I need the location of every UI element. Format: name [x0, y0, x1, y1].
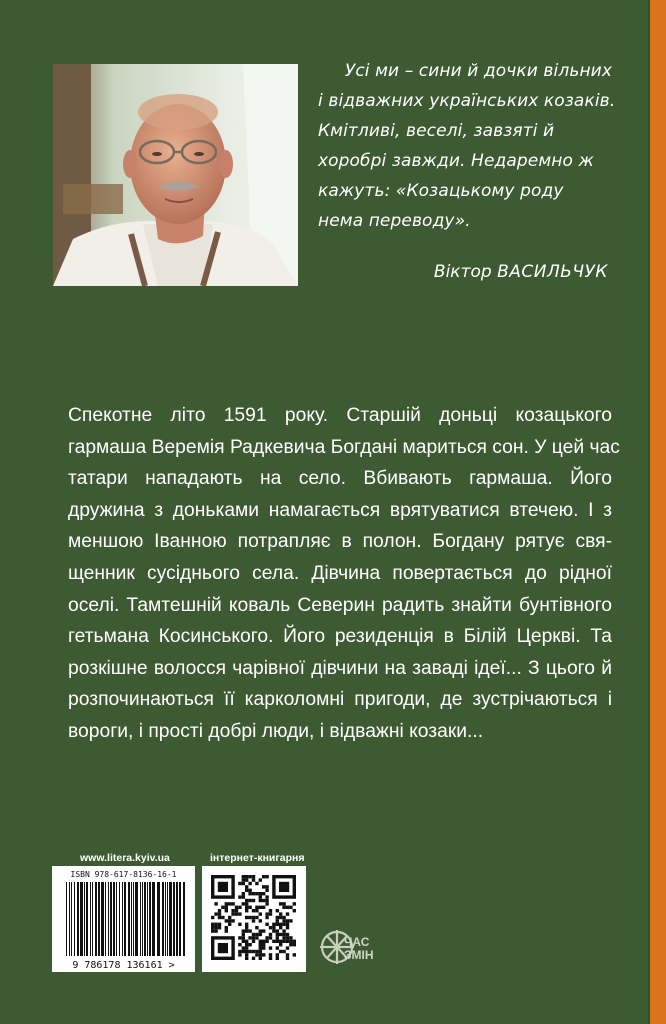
publisher-website: www.litera.kyiv.ua	[80, 852, 170, 864]
qr-module	[265, 936, 268, 939]
qr-module	[265, 875, 268, 878]
qr-module	[279, 916, 282, 919]
qr-module	[272, 923, 275, 926]
qr-module	[259, 953, 262, 956]
qr-module	[218, 923, 221, 926]
qr-module	[248, 950, 251, 953]
qr-module	[259, 943, 262, 946]
qr-module	[276, 953, 279, 956]
qr-module	[238, 936, 241, 939]
qr-module	[225, 926, 228, 929]
qr-module	[286, 912, 289, 915]
annotation-line: гармаша Веремія Радкевича Богдані мариться сон. У цей час	[68, 436, 620, 458]
qr-module	[218, 916, 221, 919]
qr-module	[245, 943, 248, 946]
barcode-bar	[162, 882, 164, 956]
barcode-bar	[147, 882, 148, 956]
qr-module	[248, 906, 251, 909]
qr-module	[245, 953, 248, 956]
qr-module	[214, 912, 217, 915]
qr-module	[242, 882, 245, 885]
barcode-bar	[167, 882, 168, 956]
qr-module	[242, 878, 245, 881]
barcode-icon	[52, 866, 195, 972]
barcode-bar	[165, 882, 166, 956]
qr-module	[238, 895, 241, 898]
author-photo	[53, 64, 298, 286]
barcode-bar	[86, 882, 88, 956]
qr-module	[218, 912, 221, 915]
qr-module	[221, 916, 224, 919]
annotation-line: Спекотне літо 1591 року. Старшій доньці козацького	[68, 405, 612, 426]
qr-module	[269, 926, 272, 929]
qr-module	[269, 953, 272, 956]
barcode-bar	[105, 882, 106, 956]
barcode-bar	[149, 882, 151, 956]
qr-module	[265, 912, 268, 915]
quote-line: і відважних українських козаків.	[318, 91, 616, 111]
qr-module	[245, 902, 248, 905]
qr-module	[265, 885, 268, 888]
qr-module	[259, 892, 262, 895]
qr-module	[245, 909, 248, 912]
qr-module	[231, 902, 234, 905]
qr-module	[282, 919, 285, 922]
qr-module	[276, 957, 279, 960]
qr-module	[255, 926, 258, 929]
qr-code-icon	[202, 866, 306, 972]
qr-module	[228, 919, 231, 922]
annotation-line: розкішне волосся чарівної дівчини на заваді ідеї... З цього й	[68, 657, 612, 679]
qr-module	[255, 892, 258, 895]
qr-module	[279, 940, 282, 943]
barcode-bar	[101, 882, 104, 956]
qr-module	[269, 936, 272, 939]
qr-module	[286, 953, 289, 956]
qr-module	[248, 929, 251, 932]
qr-module	[255, 909, 258, 912]
qr-module	[242, 875, 245, 878]
qr-module	[218, 926, 221, 929]
qr-module	[245, 906, 248, 909]
qr-module	[286, 957, 289, 960]
qr-module	[282, 916, 285, 919]
qr-module	[262, 940, 265, 943]
qr-finder-pattern	[218, 882, 228, 892]
qr-module	[279, 943, 282, 946]
barcode-bar	[144, 882, 146, 956]
qr-module	[228, 916, 231, 919]
qr-module	[265, 940, 268, 943]
qr-module	[248, 899, 251, 902]
qr-module	[252, 933, 255, 936]
qr-module	[252, 899, 255, 902]
qr-module	[248, 936, 251, 939]
qr-module	[231, 909, 234, 912]
qr-module	[282, 902, 285, 905]
qr-module	[272, 929, 275, 932]
qr-module	[245, 875, 248, 878]
qr-module	[286, 946, 289, 949]
annotation-line: розпочинаються її карколомні пригоди, де зустрічаються і	[68, 689, 612, 711]
barcode-bar	[77, 882, 79, 956]
barcode-bar	[66, 882, 67, 956]
qr-module	[225, 909, 228, 912]
isbn-barcode	[52, 866, 195, 972]
qr-module	[252, 936, 255, 939]
qr-module	[252, 875, 255, 878]
quote-author	[434, 262, 608, 282]
qr-module	[255, 882, 258, 885]
qr-module	[262, 875, 265, 878]
qr-module	[289, 940, 292, 943]
qr-module	[262, 946, 265, 949]
qr-module	[242, 892, 245, 895]
qr-module	[245, 957, 248, 960]
qr-module	[265, 895, 268, 898]
qr-module	[293, 940, 296, 943]
qr-module	[279, 923, 282, 926]
qr-module	[276, 946, 279, 949]
qr-module	[269, 912, 272, 915]
qr-module	[259, 878, 262, 881]
qr-module	[265, 923, 268, 926]
spine-accent-strip	[650, 0, 666, 1024]
author-first-name: Віктор	[433, 262, 492, 282]
qr-module	[242, 950, 245, 953]
author-quote	[318, 56, 616, 236]
barcode-bar	[98, 882, 100, 956]
qr-module	[245, 885, 248, 888]
qr-module	[245, 940, 248, 943]
qr-module	[279, 933, 282, 936]
qr-module	[255, 953, 258, 956]
qr-module	[293, 902, 296, 905]
qr-module	[252, 916, 255, 919]
qr-module	[211, 926, 214, 929]
qr-module	[279, 926, 282, 929]
logo-line-2: ЗМІН	[344, 948, 374, 962]
qr-module	[252, 892, 255, 895]
qr-module	[245, 929, 248, 932]
qr-module	[242, 940, 245, 943]
qr-module	[225, 919, 228, 922]
qr-module	[282, 929, 285, 932]
qr-module	[262, 899, 265, 902]
qr-module	[272, 926, 275, 929]
barcode-bar	[183, 882, 185, 956]
barcode-bar	[71, 882, 72, 956]
barcode-bar	[80, 882, 83, 956]
qr-module	[289, 919, 292, 922]
qr-module	[262, 885, 265, 888]
barcode-bar	[142, 882, 143, 956]
qr-module	[221, 906, 224, 909]
qr-module	[235, 912, 238, 915]
qr-module	[282, 940, 285, 943]
qr-module	[248, 889, 251, 892]
barcode-bar	[92, 882, 93, 956]
qr-module	[255, 950, 258, 953]
annotation-line: гетьмана Косинського. Його резиденція в Білій Церкві. Та	[68, 626, 612, 648]
qr-module	[238, 912, 241, 915]
qr-module	[293, 953, 296, 956]
qr-module	[269, 909, 272, 912]
qr-module	[242, 929, 245, 932]
qr-module	[269, 957, 272, 960]
qr-module	[286, 923, 289, 926]
qr-module	[259, 950, 262, 953]
qr-module	[228, 902, 231, 905]
qr-module	[269, 933, 272, 936]
logo-line-1: ЧАС	[344, 935, 370, 949]
qr-module	[259, 919, 262, 922]
qr-module	[228, 923, 231, 926]
qr-module	[245, 916, 248, 919]
quote-line: Усі ми – сини й дочки вільних	[344, 61, 612, 81]
qr-module	[238, 906, 241, 909]
annotation-line: дружина з доньками намагається врятуватися втечею. І з	[68, 499, 612, 521]
quote-line: Кмітливі, веселі, завзяті й	[318, 121, 555, 141]
qr-module	[252, 957, 255, 960]
qr-module	[282, 906, 285, 909]
qr-module	[265, 899, 268, 902]
barcode-bar	[113, 882, 115, 956]
qr-module	[245, 878, 248, 881]
qr-module	[282, 936, 285, 939]
qr-module	[225, 929, 228, 932]
qr-module	[259, 912, 262, 915]
annotation-line: татари нападають на село. Вбивають гармаша. Його	[68, 468, 612, 490]
qr-module	[262, 892, 265, 895]
qr-module	[282, 933, 285, 936]
qr-module	[248, 892, 251, 895]
barcode-bar	[122, 882, 123, 956]
barcode-bar	[108, 882, 109, 956]
barcode-bar	[116, 882, 117, 956]
barcode-bar	[176, 882, 178, 956]
barcode-bar	[179, 882, 181, 956]
qr-module	[262, 929, 265, 932]
qr-module	[276, 916, 279, 919]
qr-module	[214, 929, 217, 932]
qr-module	[238, 923, 241, 926]
qr-module	[293, 909, 296, 912]
qr-module	[262, 943, 265, 946]
qr-module	[286, 919, 289, 922]
barcode-bar	[152, 882, 155, 956]
qr-module	[218, 909, 221, 912]
qr-module	[252, 909, 255, 912]
qr-module	[286, 936, 289, 939]
quote-line: нема переводу».	[318, 211, 471, 231]
annotation-line: меншою Іванною потрапляє в полон. Богдану рятує свя-	[68, 531, 612, 553]
qr-module	[265, 902, 268, 905]
qr-module	[289, 943, 292, 946]
qr-module	[245, 923, 248, 926]
qr-module	[214, 926, 217, 929]
qr-module	[276, 933, 279, 936]
barcode-bar	[95, 882, 97, 956]
book-annotation	[68, 400, 620, 748]
qr-module	[259, 946, 262, 949]
qr-module	[259, 895, 262, 898]
qr-module	[255, 916, 258, 919]
qr-module	[245, 899, 248, 902]
barcode-bar	[133, 882, 134, 956]
qr-module	[252, 950, 255, 953]
qr-module	[235, 909, 238, 912]
qr-module	[248, 943, 251, 946]
qr-module	[262, 953, 265, 956]
qr-module	[225, 906, 228, 909]
barcode-digits: 9 786178 136161 >	[72, 960, 175, 971]
annotation-line: вороги, і прості добрі люди, і відважні козаки...	[68, 720, 484, 742]
qr-module	[252, 919, 255, 922]
qr-module	[248, 875, 251, 878]
qr-module	[242, 895, 245, 898]
quote-line: хоробрі завжди. Недаремно ж	[318, 151, 594, 171]
qr-module	[245, 926, 248, 929]
barcode-bar	[119, 882, 120, 956]
qr-module	[265, 916, 268, 919]
qr-module	[276, 909, 279, 912]
barcode-bar	[169, 882, 172, 956]
qr-module	[242, 946, 245, 949]
qr-module	[248, 916, 251, 919]
qr-module	[279, 902, 282, 905]
qr-module	[289, 936, 292, 939]
qr-module	[235, 906, 238, 909]
qr-module	[245, 950, 248, 953]
qr-module	[255, 933, 258, 936]
qr-module	[293, 943, 296, 946]
annotation-line: оселі. Тамтешній коваль Северин радить знайти бунтівного	[68, 594, 612, 616]
qr-module	[245, 946, 248, 949]
barcode-bar	[84, 882, 85, 956]
qr-module	[259, 933, 262, 936]
qr-module	[286, 940, 289, 943]
qr-module	[259, 957, 262, 960]
qr-module	[248, 882, 251, 885]
qr-module	[211, 923, 214, 926]
qr-module	[238, 953, 241, 956]
qr-module	[211, 916, 214, 919]
qr-code[interactable]	[202, 866, 306, 972]
qr-module	[276, 940, 279, 943]
qr-module	[259, 906, 262, 909]
barcode-bar	[110, 882, 112, 956]
qr-finder-pattern	[279, 882, 289, 892]
qr-module	[225, 902, 228, 905]
qr-module	[259, 899, 262, 902]
qr-module	[286, 926, 289, 929]
qr-module	[272, 940, 275, 943]
qr-module	[252, 878, 255, 881]
qr-module	[265, 889, 268, 892]
qr-module	[276, 929, 279, 932]
barcode-bar	[157, 882, 160, 956]
isbn-number: ISBN 978-617-8136-16-1	[70, 870, 177, 879]
qr-module	[286, 933, 289, 936]
barcode-bar	[124, 882, 126, 956]
annotation-line: щенник сусіднього села. Дівчина повертається до рідної	[68, 562, 612, 584]
barcode-bar	[140, 882, 141, 956]
qr-module	[211, 929, 214, 932]
barcode-bar	[74, 882, 75, 956]
qr-module	[276, 923, 279, 926]
qr-module	[262, 906, 265, 909]
quote-line: кажуть: «Козацькому роду	[318, 181, 564, 201]
online-shop-label: інтернет-книгарня	[210, 852, 305, 864]
barcode-bar	[173, 882, 175, 956]
qr-module	[279, 912, 282, 915]
qr-module	[259, 929, 262, 932]
qr-module	[214, 923, 217, 926]
qr-module	[259, 940, 262, 943]
qr-module	[276, 919, 279, 922]
qr-module	[231, 912, 234, 915]
barcode-bar	[69, 882, 70, 956]
qr-module	[238, 943, 241, 946]
qr-module	[289, 906, 292, 909]
barcode-bar	[128, 882, 130, 956]
barcode-bar	[135, 882, 138, 956]
qr-module	[238, 882, 241, 885]
qr-module	[269, 946, 272, 949]
qr-module	[245, 889, 248, 892]
qr-module	[214, 902, 217, 905]
qr-module	[279, 950, 282, 953]
qr-module	[255, 906, 258, 909]
qr-module	[255, 936, 258, 939]
qr-module	[242, 902, 245, 905]
qr-module	[252, 940, 255, 943]
publisher-logo-text	[344, 936, 374, 962]
qr-module	[276, 936, 279, 939]
qr-module	[282, 950, 285, 953]
qr-module	[242, 936, 245, 939]
qr-module	[238, 950, 241, 953]
barcode-bar	[90, 882, 91, 956]
qr-module	[286, 906, 289, 909]
qr-module	[282, 923, 285, 926]
qr-module	[242, 933, 245, 936]
barcode-bar	[131, 882, 132, 956]
qr-finder-pattern	[218, 943, 228, 953]
qr-module	[231, 919, 234, 922]
author-last-name: ВАСИЛЬЧУК	[497, 262, 608, 282]
